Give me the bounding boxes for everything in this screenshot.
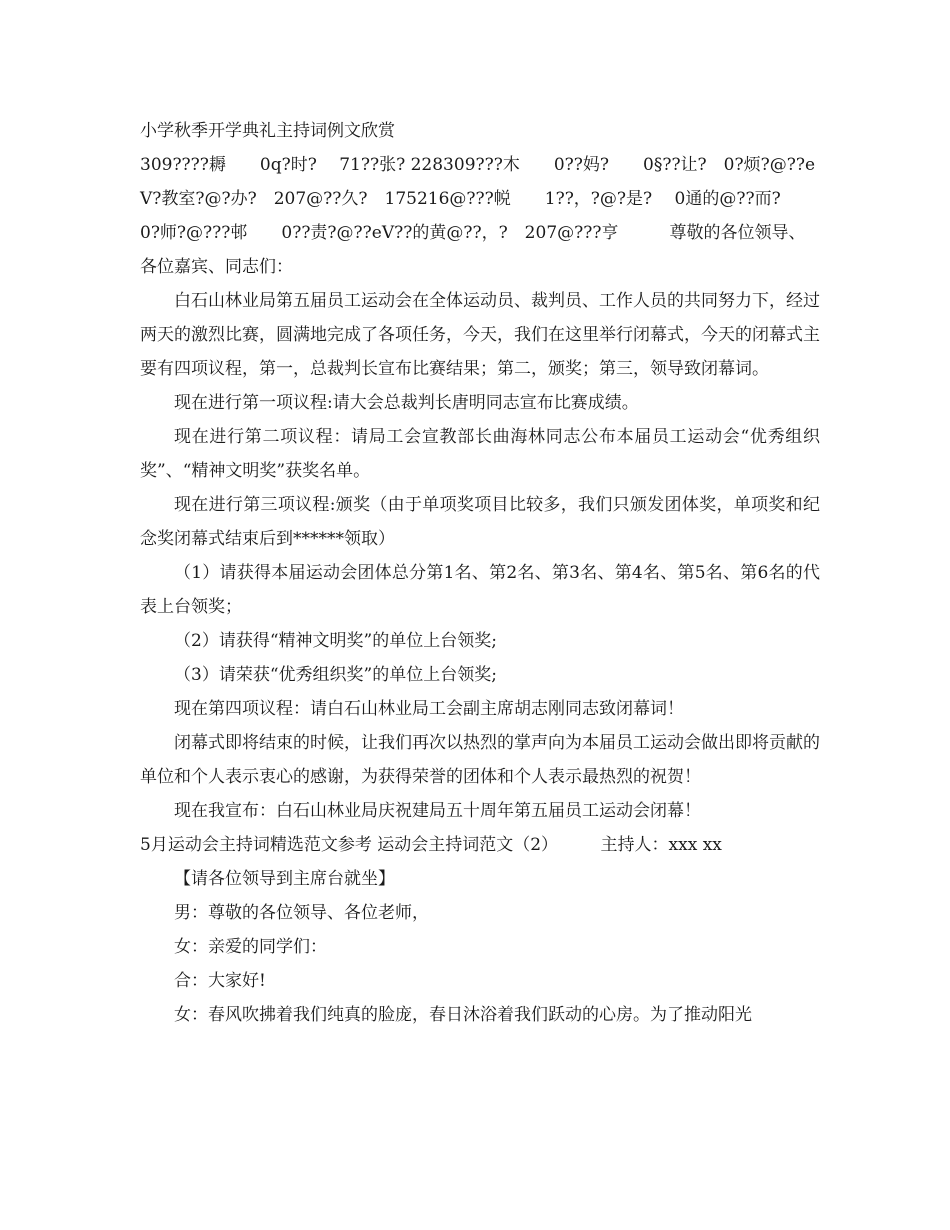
paragraph-thanks: 闭幕式即将结束的时候，让我们再次以热烈的掌声向为本届员工运动会做出即将贡献的单位和个人表示衷心的感谢，为获得荣誉的团体和个人表示最热烈的祝贺！ xyxy=(140,733,820,787)
garbled-text-block: 309????耨 0q?时? 71??张? 228309???木 0??妈? 0§??让? 0?烦?@??eV?教室?@?办? 207@??久? 175216@???帨 1??，?@?是? 0通的@??而? 0?师?@???邨 0??责?@??eV??的黄@??，? 207@???亨 尊敬的各位领导、各位嘉宾、同志们： xyxy=(140,155,816,277)
document-body xyxy=(140,114,820,1032)
paragraph-award-3: （3）请荣获“优秀组织奖”的单位上台领奖; xyxy=(174,665,497,685)
section2-header: 5月运动会主持词精选范文参考 运动会主持词范文（2） 主持人：xxx xx xyxy=(140,835,722,855)
paragraph-award-1: （1）请获得本届运动会团体总分第1名、第2名、第3名、第4名、第5名、第6名的代表上台领奖； xyxy=(140,563,820,617)
paragraph-agenda-3: 现在进行第三项议程:颁奖（由于单项奖项目比较多，我们只颁发团体奖，单项奖和纪念奖闭幕式结束后到******领取） xyxy=(140,495,820,549)
section2-stage-direction: 【请各位领导到主席台就坐】 xyxy=(174,869,395,889)
section2-line-together: 合：大家好! xyxy=(174,971,266,991)
paragraph-award-2: （2）请获得“精神文明奖”的单位上台领奖; xyxy=(174,631,497,651)
paragraph-closing: 现在我宣布：白石山林业局庆祝建局五十周年第五届员工运动会闭幕！ xyxy=(174,801,701,821)
paragraph-agenda-4: 现在第四项议程：请白石山林业局工会副主席胡志刚同志致闭幕词！ xyxy=(174,699,684,719)
section2-line-female: 女：亲爱的同学们： xyxy=(174,937,327,957)
section2-line-female-2: 女：春风吹拂着我们纯真的脸庞，春日沐浴着我们跃动的心房。为了推动阳光 xyxy=(174,1005,752,1025)
paragraph-opening: 白石山林业局第五届员工运动会在全体运动员、裁判员、工作人员的共同努力下，经过两天的激烈比赛，圆满地完成了各项任务，今天，我们在这里举行闭幕式，今天的闭幕式主要有四项议程，第一，总裁判长宣布比赛结果；第二，颁奖；第三，领导致闭幕词。 xyxy=(140,291,820,379)
paragraph-agenda-1: 现在进行第一项议程:请大会总裁判长唐明同志宣布比赛成绩。 xyxy=(174,393,639,413)
paragraph-agenda-2: 现在进行第二项议程：请局工会宣教部长曲海林同志公布本届员工运动会“优秀组织奖”、“精神文明奖”获奖名单。 xyxy=(140,427,820,481)
document-title: 小学秋季开学典礼主持词例文欣赏 xyxy=(140,121,395,141)
section2-line-male: 男：尊敬的各位领导、各位老师， xyxy=(174,903,429,923)
